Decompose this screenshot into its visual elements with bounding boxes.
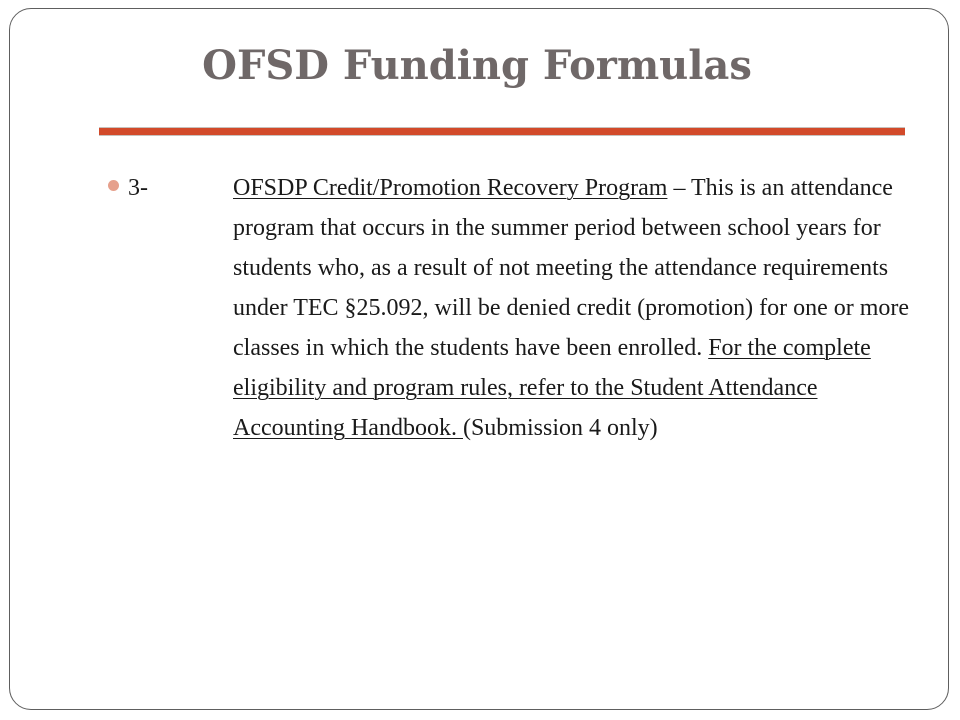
title-divider <box>99 127 905 136</box>
program-name: OFSDP Credit/Promotion Recovery Program <box>233 175 668 201</box>
slide-title: OFSD Funding Formulas <box>202 42 752 89</box>
handbook-reference: For the complete eligibility and program rules, refer to the Student Attendance Accounting Handbook. <box>233 335 871 441</box>
bullet-icon <box>108 180 119 191</box>
submission-note: (Submission 4 only) <box>462 415 658 441</box>
bullet-number: 3- <box>128 175 148 201</box>
bullet-paragraph <box>233 168 913 448</box>
program-description: – This is an attendance program that occurs in the summer period between school years for students who, as a result of not meeting the attendance requirements under TEC §25.092, will be denied credit (promotion) for one or more classes in which the students have been enrolled. <box>233 175 910 361</box>
